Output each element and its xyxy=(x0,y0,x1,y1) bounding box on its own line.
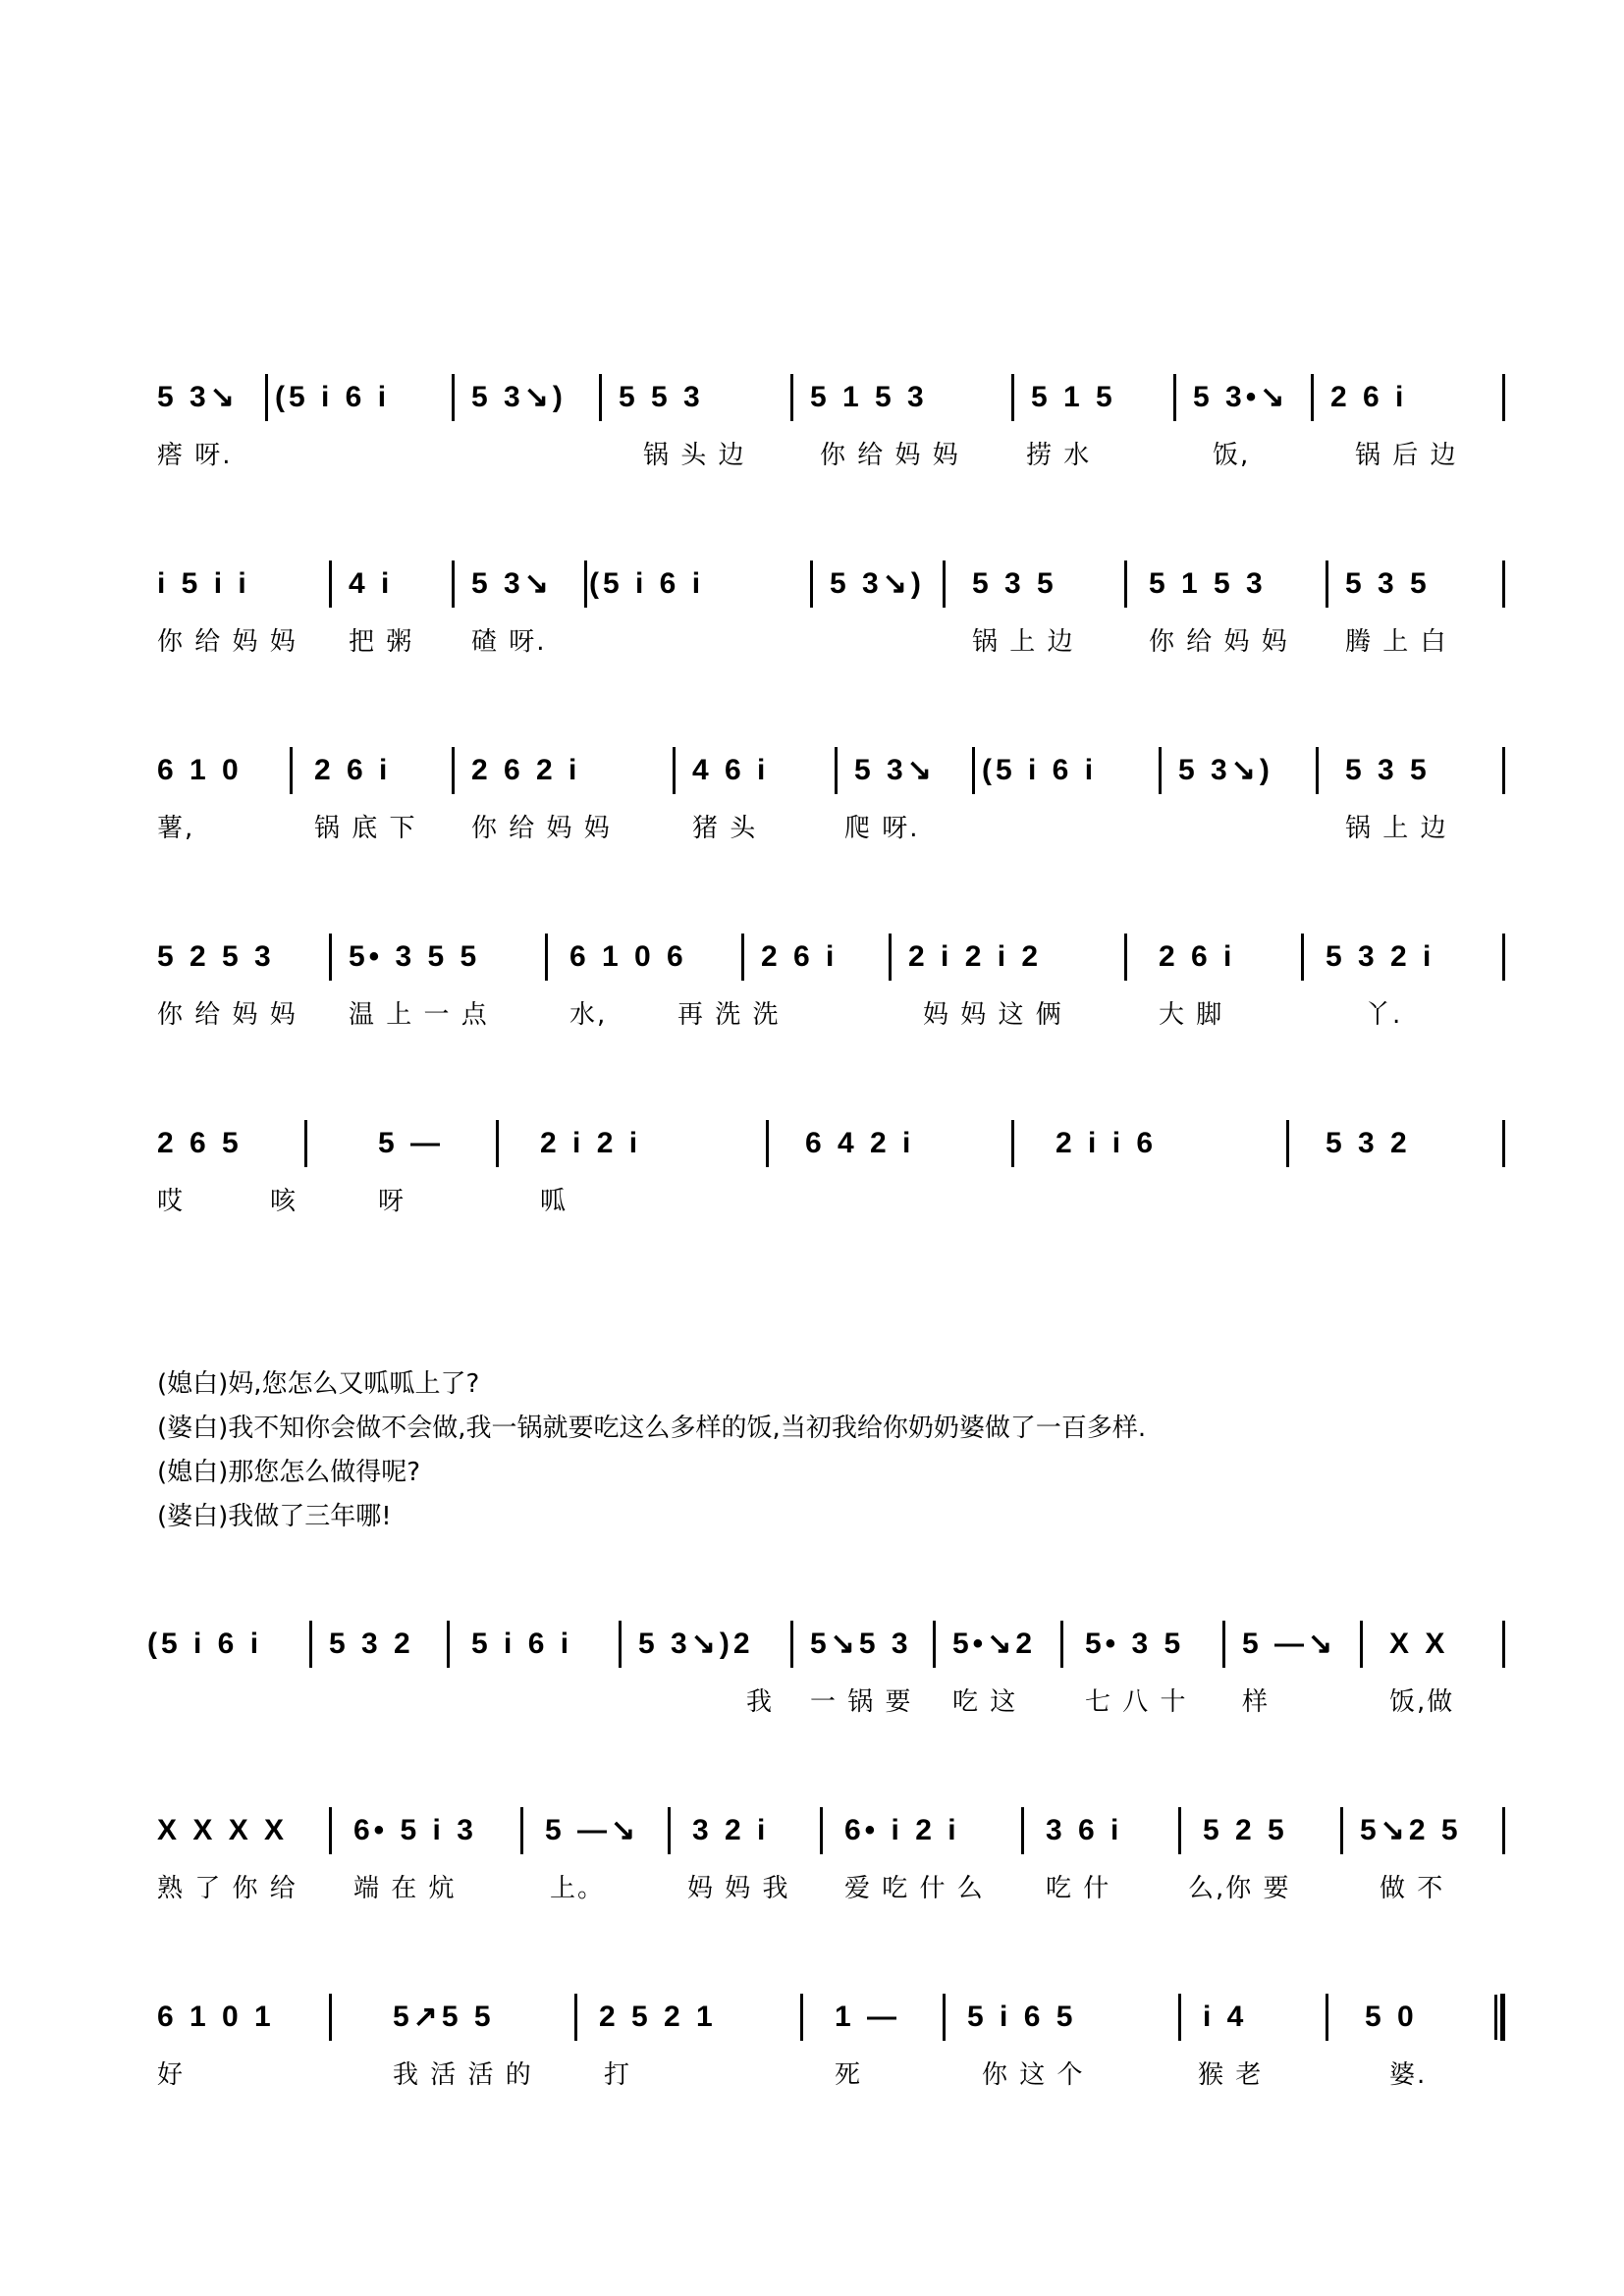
final-bar-line xyxy=(1500,1994,1505,2041)
lyric: 吃 这 xyxy=(952,1687,1018,1717)
measure: 6• 5 i 3 xyxy=(353,1814,477,1846)
measure: 5 2 5 3 xyxy=(157,940,275,973)
lyric: 呱 xyxy=(540,1187,568,1216)
lyric: 打 xyxy=(604,2060,632,2090)
measure: 2 6 i xyxy=(761,940,839,973)
lyric: 熟 了 你 给 xyxy=(157,1874,298,1903)
bar-line xyxy=(1502,561,1505,608)
bar-line xyxy=(1502,747,1505,794)
bar-line xyxy=(800,1994,803,2041)
lyrics-line xyxy=(157,994,1512,1043)
bar-line xyxy=(520,1807,523,1854)
dialogue-line: (媳白)妈,您怎么又呱呱上了? xyxy=(157,1369,480,1399)
measure: 6 1 0 6 xyxy=(569,940,687,973)
staff-line xyxy=(157,555,1512,614)
lyric: 我 活 活 的 xyxy=(393,2060,533,2090)
bar-line xyxy=(496,1120,499,1167)
bar-line xyxy=(452,561,455,608)
measure: 2 i 2 i 2 xyxy=(908,940,1043,973)
bar-line xyxy=(1316,747,1319,794)
measure: 5 3 2 xyxy=(1326,1127,1411,1159)
lyric: 端 在 炕 xyxy=(353,1874,457,1903)
measure: 5 —↘ xyxy=(545,1814,640,1846)
lyrics-line xyxy=(157,2055,1512,2104)
bar-line xyxy=(452,374,455,421)
lyric: 你 这 个 xyxy=(982,2060,1085,2090)
bar-line xyxy=(1178,1807,1181,1854)
bar-line xyxy=(599,374,602,421)
lyric: 上。 xyxy=(550,1874,606,1903)
dialogue-block xyxy=(157,1362,1512,1539)
bar-line xyxy=(790,374,793,421)
measure: i 5 i i xyxy=(157,567,250,600)
dialogue-line: (婆白)我不知你会做不会做,我一锅就要吃这么多样的饭,当初我给你奶奶婆做了一百多样. xyxy=(157,1414,1147,1443)
bar-line xyxy=(1360,1621,1363,1668)
bar-line xyxy=(290,747,293,794)
bar-line xyxy=(1326,1994,1328,2041)
lyric: 饭,做 xyxy=(1389,1687,1455,1717)
bar-line xyxy=(1502,1621,1505,1668)
bar-line xyxy=(1301,934,1304,981)
notation-system-4 xyxy=(157,928,1512,1043)
measure: 6 4 2 i xyxy=(805,1127,915,1159)
staff-line xyxy=(157,928,1512,987)
lyric: 吃 什 xyxy=(1046,1874,1111,1903)
lyric: 碴 呀. xyxy=(471,627,547,657)
lyric: 把 粥 xyxy=(349,627,414,657)
measure: 5 3↘ xyxy=(157,381,239,413)
notation-system-7 xyxy=(157,1801,1512,1917)
bar-line xyxy=(673,747,676,794)
measure: 2 6 i xyxy=(314,754,392,786)
bar-line xyxy=(972,747,975,794)
bar-line xyxy=(1502,1807,1505,1854)
measure: 5↘2 5 xyxy=(1360,1814,1462,1846)
bar-line xyxy=(933,1621,936,1668)
bar-line xyxy=(329,1807,332,1854)
bar-line xyxy=(584,561,587,608)
bar-line xyxy=(1502,1120,1505,1167)
lyric: 你 给 妈 妈 xyxy=(471,814,612,843)
bar-line xyxy=(447,1621,450,1668)
bar-line xyxy=(943,561,946,608)
bar-line xyxy=(820,1807,823,1854)
measure: 5 5 3 xyxy=(619,381,704,413)
dialogue-line: (婆白)我做了三年哪! xyxy=(157,1502,392,1531)
measure: X X xyxy=(1389,1628,1449,1660)
lyrics-line xyxy=(157,621,1512,670)
measure: 5↘5 3 xyxy=(810,1628,912,1660)
lyric: 你 给 妈 妈 xyxy=(157,1000,298,1030)
lyrics-line xyxy=(157,1682,1512,1731)
measure: (5 i 6 i xyxy=(982,754,1098,786)
lyric: 大 脚 xyxy=(1159,1000,1224,1030)
bar-line xyxy=(619,1621,622,1668)
measure: 5 3↘ xyxy=(854,754,936,786)
bar-line xyxy=(889,934,892,981)
measure: 5•↘2 xyxy=(952,1628,1037,1660)
lyric: 妈 妈 我 xyxy=(687,1874,790,1903)
measure: 6• i 2 i xyxy=(844,1814,960,1846)
measure: 5 3↘)2 xyxy=(638,1628,754,1660)
measure: 5 1 5 3 xyxy=(1149,567,1267,600)
bar-line xyxy=(329,934,332,981)
staff-line xyxy=(157,741,1512,800)
notation-system-3 xyxy=(157,741,1512,857)
bar-line xyxy=(1124,934,1127,981)
measure: 5 i 6 5 xyxy=(967,2001,1077,2033)
bar-line xyxy=(1159,747,1162,794)
measure: 5↗5 5 xyxy=(393,2001,495,2033)
measure: 5 1 5 xyxy=(1031,381,1116,413)
lyric: 锅 底 下 xyxy=(314,814,417,843)
lyric: 七 八 十 xyxy=(1085,1687,1188,1717)
lyric: 样 xyxy=(1242,1687,1271,1717)
measure: 5 1 5 3 xyxy=(810,381,928,413)
measure: 5 3 5 xyxy=(972,567,1057,600)
measure: 5• 3 5 xyxy=(1085,1628,1185,1660)
lyric: 丫. xyxy=(1365,1000,1403,1030)
measure: 5 0 xyxy=(1365,2001,1418,2033)
measure: 4 i xyxy=(349,567,394,600)
measure: 2 6 i xyxy=(1159,940,1236,973)
measure: 6 1 0 1 xyxy=(157,2001,275,2033)
measure: 5 —↘ xyxy=(1242,1628,1337,1660)
lyric: 你 给 妈 妈 xyxy=(157,627,298,657)
lyric: 爬 呀. xyxy=(844,814,920,843)
lyrics-line xyxy=(157,1181,1512,1230)
lyric: 么,你 要 xyxy=(1188,1874,1291,1903)
measure: 5 3↘) xyxy=(1178,754,1273,786)
lyrics-line xyxy=(157,435,1512,484)
measure: 5 3 2 i xyxy=(1326,940,1435,973)
bar-line xyxy=(309,1621,312,1668)
bar-line xyxy=(1286,1120,1289,1167)
lyrics-line xyxy=(157,808,1512,857)
lyric: 瘩 呀. xyxy=(157,441,233,470)
lyric: 再 洗 洗 xyxy=(677,1000,781,1030)
lyric: 爱 吃 什 么 xyxy=(844,1874,985,1903)
bar-line xyxy=(810,561,813,608)
measure: X X X X xyxy=(157,1814,289,1846)
measure: 5 3↘ xyxy=(471,567,553,600)
lyric: 哎 xyxy=(157,1187,186,1216)
bar-line xyxy=(545,934,548,981)
measure: 5 3 2 xyxy=(329,1628,414,1660)
measure: 5 3•↘ xyxy=(1193,381,1289,413)
lyric: 猴 老 xyxy=(1198,2060,1264,2090)
measure: 2 i i 6 xyxy=(1056,1127,1158,1159)
staff-line xyxy=(157,368,1512,427)
lyric: 妈 妈 这 俩 xyxy=(923,1000,1063,1030)
bar-line xyxy=(304,1120,307,1167)
measure: 5 i 6 i xyxy=(471,1628,573,1660)
measure: 2 6 i xyxy=(1330,381,1408,413)
measure: i 4 xyxy=(1203,2001,1248,2033)
measure: 5• 3 5 5 xyxy=(349,940,481,973)
measure: 5 2 5 xyxy=(1203,1814,1288,1846)
lyric: 温 上 一 点 xyxy=(349,1000,489,1030)
bar-line xyxy=(1011,374,1014,421)
measure: 4 6 i xyxy=(692,754,770,786)
lyric: 婆. xyxy=(1389,2060,1428,2090)
bar-line xyxy=(1222,1621,1225,1668)
bar-line xyxy=(329,1994,332,2041)
lyric: 猪 头 xyxy=(692,814,758,843)
measure: 5 3 5 xyxy=(1345,754,1431,786)
bar-line xyxy=(329,561,332,608)
bar-line xyxy=(1011,1120,1014,1167)
measure: 2 5 2 1 xyxy=(599,2001,717,2033)
lyric: 锅 上 边 xyxy=(972,627,1075,657)
bar-line xyxy=(1021,1807,1024,1854)
bar-line xyxy=(668,1807,671,1854)
lyrics-line xyxy=(157,1868,1512,1917)
bar-line xyxy=(790,1621,793,1668)
notation-system-2 xyxy=(157,555,1512,670)
lyric: 捞 水 xyxy=(1026,441,1092,470)
bar-line xyxy=(741,934,744,981)
measure: (5 i 6 i xyxy=(589,567,705,600)
bar-line xyxy=(265,374,268,421)
lyric: 呀 xyxy=(378,1187,406,1216)
lyric: 死 xyxy=(835,2060,863,2090)
bar-line xyxy=(1173,374,1176,421)
bar-line xyxy=(1178,1994,1181,2041)
bar-line xyxy=(1340,1807,1343,1854)
lyric: 锅 上 边 xyxy=(1345,814,1448,843)
lyric: 你 给 妈 妈 xyxy=(820,441,960,470)
lyric: 水, xyxy=(569,1000,608,1030)
measure: 1 — xyxy=(835,2001,901,2033)
lyric: 我 xyxy=(746,1687,775,1717)
bar-line xyxy=(1502,934,1505,981)
bar-line xyxy=(1124,561,1127,608)
dialogue-line: (媳白)那您怎么做得呢? xyxy=(157,1458,421,1487)
lyric: 一 锅 要 xyxy=(810,1687,913,1717)
lyric: 饭, xyxy=(1213,441,1251,470)
measure: 6 1 0 xyxy=(157,754,243,786)
lyric: 腾 上 白 xyxy=(1345,627,1448,657)
bar-line xyxy=(1502,374,1505,421)
measure: (5 i 6 i xyxy=(275,381,391,413)
measure: 2 6 5 xyxy=(157,1127,243,1159)
lyric: 锅 后 边 xyxy=(1355,441,1458,470)
bar-line xyxy=(1060,1621,1063,1668)
lyric: 锅 头 边 xyxy=(643,441,746,470)
bar-line xyxy=(943,1994,946,2041)
measure: 3 6 i xyxy=(1046,1814,1123,1846)
measure: 3 2 i xyxy=(692,1814,770,1846)
measure: 5 3 5 xyxy=(1345,567,1431,600)
bar-line xyxy=(835,747,838,794)
lyric: 薯, xyxy=(157,814,195,843)
measure: 5 3↘) xyxy=(830,567,925,600)
measure: 5 3↘) xyxy=(471,381,567,413)
staff-line xyxy=(157,1114,1512,1173)
lyric: 你 给 妈 妈 xyxy=(1149,627,1289,657)
measure: 5 — xyxy=(378,1127,445,1159)
measure: 2 i 2 i xyxy=(540,1127,642,1159)
notation-system-6 xyxy=(147,1615,1512,1731)
lyric: 好 xyxy=(157,2060,186,2090)
staff-line xyxy=(147,1615,1512,1674)
bar-line xyxy=(1311,374,1314,421)
bar-line xyxy=(452,747,455,794)
bar-line xyxy=(1326,561,1328,608)
lyric: 咳 xyxy=(270,1187,298,1216)
staff-line xyxy=(157,1801,1512,1860)
staff-line xyxy=(157,1988,1512,2047)
lyric: 做 不 xyxy=(1380,1874,1445,1903)
notation-system-5 xyxy=(157,1114,1512,1230)
measure: 2 6 2 i xyxy=(471,754,581,786)
bar-line xyxy=(766,1120,769,1167)
bar-line xyxy=(574,1994,577,2041)
notation-system-8 xyxy=(157,1988,1512,2104)
measure: (5 i 6 i xyxy=(147,1628,263,1660)
notation-system-1 xyxy=(157,368,1512,484)
